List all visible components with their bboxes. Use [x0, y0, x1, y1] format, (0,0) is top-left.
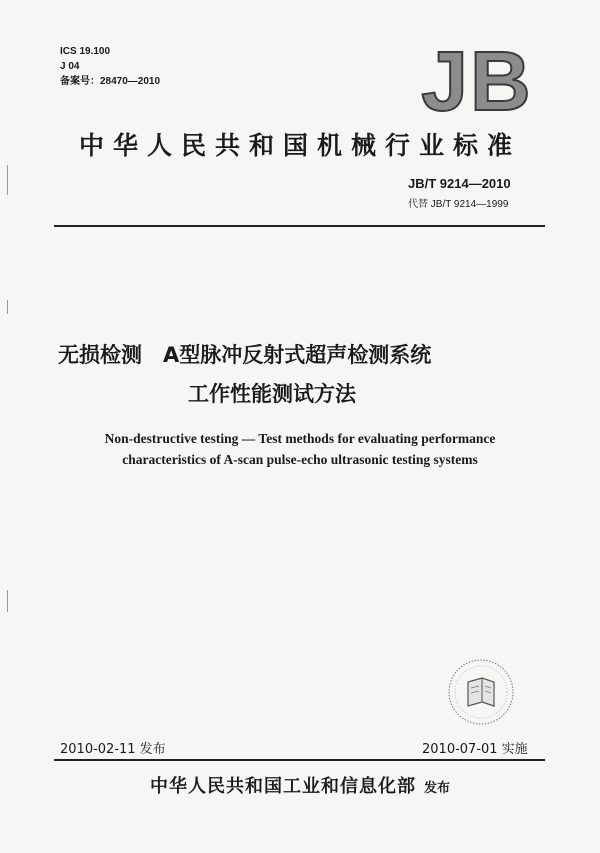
- publisher-suffix: 发布: [423, 781, 450, 796]
- industry-standard-title: 中华人民共和国机械行业标准: [78, 131, 521, 160]
- ics-code: ICS 19.100: [60, 46, 111, 57]
- english-title-line2: characteristics of A-scan pulse-echo ultrasonic testing systems: [122, 452, 478, 467]
- implementation-date: 2010-07-01 实施: [422, 742, 528, 757]
- record-number: 备案号：28470—2010: [60, 76, 161, 87]
- classification-block: [60, 44, 160, 89]
- bottom-divider: [54, 759, 545, 761]
- stamp-seal-icon: [438, 652, 524, 732]
- scan-edge-mark: [7, 590, 8, 612]
- publisher: [40, 772, 560, 798]
- jb-logo: [402, 40, 552, 118]
- replaced-standard: 代替 JB/T 9214—1999: [408, 199, 509, 210]
- category-code: J 04: [60, 61, 80, 72]
- chinese-title-line2: 工作性能测试方法: [188, 382, 356, 406]
- jb-logo-text: JB: [421, 40, 533, 118]
- standard-number: JB/T 9214—2010: [408, 176, 511, 191]
- issue-date: 2010-02-11 发布: [60, 742, 166, 757]
- chinese-title-line1: 无损检测 A型脉冲反射式超声检测系统: [58, 343, 432, 367]
- publisher-name: 中华人民共和国工业和信息化部: [149, 776, 416, 797]
- scan-edge-mark: [7, 300, 8, 314]
- scan-edge-mark: [7, 165, 8, 195]
- english-title-line1: Non-destructive testing — Test methods for evaluating performance: [104, 431, 496, 446]
- english-title: [40, 428, 560, 470]
- top-divider: [54, 225, 545, 227]
